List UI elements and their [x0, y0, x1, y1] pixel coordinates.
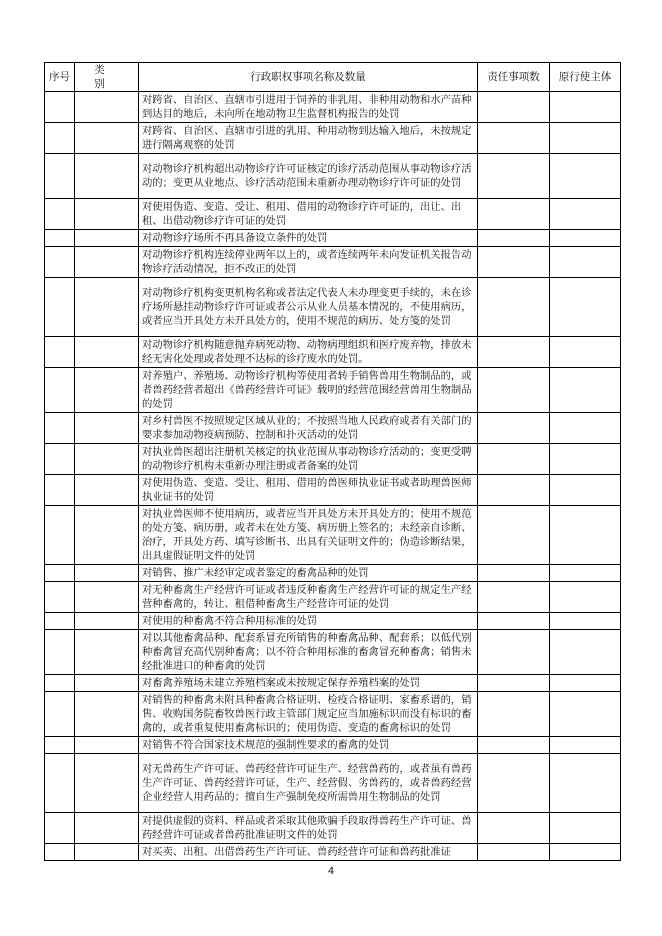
header-original: 原行使主体 [550, 63, 621, 92]
table-row [45, 337, 621, 368]
item-cell: 对跨省、自治区、直辖市引进的乳用、种用动物到达输入地后，未按规定进行隔离观察的处罚 [139, 123, 478, 154]
category-cell [75, 413, 139, 444]
count-cell [478, 844, 550, 861]
item-cell: 对使用伪造、变造、受让、租用、借用的兽医师执业证书或者助理兽医师执业证书的处罚 [139, 475, 478, 506]
original-subject-cell [550, 199, 621, 230]
count-cell [478, 692, 550, 737]
original-subject-cell [550, 92, 621, 123]
count-cell [478, 506, 550, 565]
count-cell [478, 154, 550, 199]
item-cell: 对动物诊疗机构变更机构名称或者法定代表人未办理变更手续的，未在诊疗场所悬挂动物诊疗许可证或者公示从业人员基本情况的，不使用病历，或者应当开具处方未开具处方的，使用不规范的病历、处方笺的处罚 [139, 278, 478, 337]
seq-cell [45, 444, 75, 475]
category-cell [75, 844, 139, 861]
header-item: 行政职权事项名称及数量 [139, 63, 478, 92]
table-row [45, 675, 621, 692]
item-cell: 对养殖户、养殖场、动物诊疗机构等使用者转手销售兽用生物制品的，或者兽药经营者超出《兽药经营许可证》载明的经营范围经营兽用生物制品的处罚 [139, 368, 478, 413]
original-subject-cell [550, 154, 621, 199]
item-cell: 对动物诊疗机构随意抛弃病死动物、动物病理组织和医疗废弃物，排放未经无害化处理或者处理不达标的诊疗废水的处罚。 [139, 337, 478, 368]
item-cell: 对提供虚假的资料、样品或者采取其他欺骗手段取得兽药生产许可证、兽药经营许可证或者兽药批准证明文件的处罚 [139, 813, 478, 844]
original-subject-cell [550, 813, 621, 844]
item-cell: 对买卖、出租、出借兽药生产许可证、兽药经营许可证和兽药批准证 [139, 844, 478, 861]
count-cell [478, 368, 550, 413]
table-row [45, 92, 621, 123]
count-cell [478, 630, 550, 675]
seq-cell [45, 813, 75, 844]
item-cell: 对销售、推广未经审定或者鉴定的畜禽品种的处罚 [139, 565, 478, 582]
table-row [45, 844, 621, 861]
table-row [45, 413, 621, 444]
original-subject-cell [550, 844, 621, 861]
count-cell [478, 278, 550, 337]
count-cell [478, 475, 550, 506]
count-cell [478, 813, 550, 844]
seq-cell [45, 582, 75, 613]
category-cell [75, 278, 139, 337]
category-cell [75, 675, 139, 692]
table-row [45, 278, 621, 337]
count-cell [478, 230, 550, 247]
table-row [45, 754, 621, 813]
item-cell: 对无种畜禽生产经营许可证或者违反种畜禽生产经营许可证的规定生产经营种畜禽的，转让、租借种畜禽生产经营许可证的处罚 [139, 582, 478, 613]
item-cell: 对以其他畜禽品种、配套系冒充所销售的种畜禽品种、配套系；以低代别种畜禽冒充高代别种畜禽；以不符合种用标准的畜禽冒充种畜禽；销售未经批准进口的种畜禽的处罚 [139, 630, 478, 675]
category-cell [75, 630, 139, 675]
table-row [45, 247, 621, 278]
category-cell [75, 475, 139, 506]
seq-cell [45, 692, 75, 737]
item-cell: 对畜禽养殖场未建立养殖档案或未按规定保存养殖档案的处罚 [139, 675, 478, 692]
page-number: 4 [327, 866, 335, 877]
seq-cell [45, 506, 75, 565]
table-row [45, 154, 621, 199]
original-subject-cell [550, 613, 621, 630]
category-cell [75, 92, 139, 123]
table-row [45, 475, 621, 506]
category-cell [75, 613, 139, 630]
original-subject-cell [550, 565, 621, 582]
original-subject-cell [550, 737, 621, 754]
table-row [45, 565, 621, 582]
powers-table [44, 62, 621, 861]
count-cell [478, 675, 550, 692]
seq-cell [45, 675, 75, 692]
table-row [45, 199, 621, 230]
original-subject-cell [550, 368, 621, 413]
seq-cell [45, 199, 75, 230]
original-subject-cell [550, 692, 621, 737]
seq-cell [45, 475, 75, 506]
item-cell: 对动物诊疗场所不再具备设立条件的处罚 [139, 230, 478, 247]
count-cell [478, 199, 550, 230]
seq-cell [45, 230, 75, 247]
table-row [45, 582, 621, 613]
table-row [45, 737, 621, 754]
seq-cell [45, 613, 75, 630]
item-cell: 对销售的种畜禽未附具种畜禽合格证明、检疫合格证明、家畜系谱的，销售、收购国务院畜牧兽医行政主管部门规定应当加施标识而没有标识的畜禽的，或者重复使用畜禽标识的；使用伪造、变造的畜禽标识的处罚 [139, 692, 478, 737]
count-cell [478, 582, 550, 613]
seq-cell [45, 278, 75, 337]
category-cell [75, 565, 139, 582]
category-cell [75, 754, 139, 813]
seq-cell [45, 413, 75, 444]
item-cell: 对跨省、自治区、直辖市引进用于饲养的非乳用、非种用动物和水产苗种到达目的地后，未向所在地动物卫生监督机构报告的处罚 [139, 92, 478, 123]
original-subject-cell [550, 123, 621, 154]
count-cell [478, 444, 550, 475]
table-row [45, 444, 621, 475]
header-count: 责任事项数 [478, 63, 550, 92]
count-cell [478, 565, 550, 582]
category-cell [75, 247, 139, 278]
table-row [45, 368, 621, 413]
header-category: 类 别 [75, 63, 139, 92]
seq-cell [45, 844, 75, 861]
original-subject-cell [550, 506, 621, 565]
item-cell: 对动物诊疗机构超出动物诊疗许可证核定的诊疗活动范围从事动物诊疗活动的；变更从业地点、诊疗活动范围未重新办理动物诊疗许可证的处罚 [139, 154, 478, 199]
table-row [45, 123, 621, 154]
category-cell [75, 123, 139, 154]
original-subject-cell [550, 247, 621, 278]
original-subject-cell [550, 444, 621, 475]
seq-cell [45, 754, 75, 813]
seq-cell [45, 368, 75, 413]
table-row [45, 692, 621, 737]
seq-cell [45, 123, 75, 154]
item-cell: 对使用伪造、变造、受让、租用、借用的动物诊疗许可证的，出让、出租、出借动物诊疗许可证的处罚 [139, 199, 478, 230]
category-cell [75, 154, 139, 199]
item-cell: 对动物诊疗机构连续停业两年以上的，或者连续两年未向发证机关报告动物诊疗活动情况，拒不改正的处罚 [139, 247, 478, 278]
original-subject-cell [550, 230, 621, 247]
item-cell: 对执业兽医超出注册机关核定的执业范围从事动物诊疗活动的；变更受聘的动物诊疗机构未重新办理注册或者备案的处罚 [139, 444, 478, 475]
category-cell [75, 368, 139, 413]
category-cell [75, 230, 139, 247]
original-subject-cell [550, 675, 621, 692]
seq-cell [45, 247, 75, 278]
table-row [45, 813, 621, 844]
item-cell: 对使用的种畜禽不符合种用标准的处罚 [139, 613, 478, 630]
original-subject-cell [550, 630, 621, 675]
category-cell [75, 692, 139, 737]
count-cell [478, 92, 550, 123]
count-cell [478, 737, 550, 754]
original-subject-cell [550, 582, 621, 613]
seq-cell [45, 337, 75, 368]
seq-cell [45, 92, 75, 123]
count-cell [478, 613, 550, 630]
category-cell [75, 737, 139, 754]
category-cell [75, 582, 139, 613]
item-cell: 对执业兽医师不使用病历，或者应当开具处方未开具处方的；使用不规范的处方笺、病历册，或者未在处方笺、病历册上签名的；未经亲自诊断、治疗，开具处方药、填写诊断书、出具有关证明文件的；伪造诊断结果，出具虚假证明文件的处罚 [139, 506, 478, 565]
count-cell [478, 247, 550, 278]
seq-cell [45, 737, 75, 754]
original-subject-cell [550, 413, 621, 444]
category-cell [75, 337, 139, 368]
count-cell [478, 337, 550, 368]
table-row [45, 630, 621, 675]
original-subject-cell [550, 475, 621, 506]
original-subject-cell [550, 278, 621, 337]
table-row [45, 613, 621, 630]
seq-cell [45, 630, 75, 675]
seq-cell [45, 565, 75, 582]
item-cell: 对无兽药生产许可证、兽药经营许可证生产、经营兽药的，或者虽有兽药生产许可证、兽药经营许可证，生产、经营假、劣兽药的，或者兽药经营企业经营人用药品的；擅自生产强制免疫所需兽用生物制品的处罚 [139, 754, 478, 813]
table-row [45, 230, 621, 247]
original-subject-cell [550, 754, 621, 813]
category-cell [75, 506, 139, 565]
category-cell [75, 199, 139, 230]
category-cell [75, 813, 139, 844]
table-row [45, 506, 621, 565]
category-cell [75, 444, 139, 475]
item-cell: 对乡村兽医不按照规定区域从业的；不按照当地人民政府或者有关部门的要求参加动物疫病预防、控制和扑灭活动的处罚 [139, 413, 478, 444]
count-cell [478, 123, 550, 154]
count-cell [478, 754, 550, 813]
item-cell: 对销售不符合国家技术规范的强制性要求的畜禽的处罚 [139, 737, 478, 754]
table-header-row [45, 63, 621, 92]
original-subject-cell [550, 337, 621, 368]
count-cell [478, 413, 550, 444]
seq-cell [45, 154, 75, 199]
header-seq: 序号 [45, 63, 75, 92]
